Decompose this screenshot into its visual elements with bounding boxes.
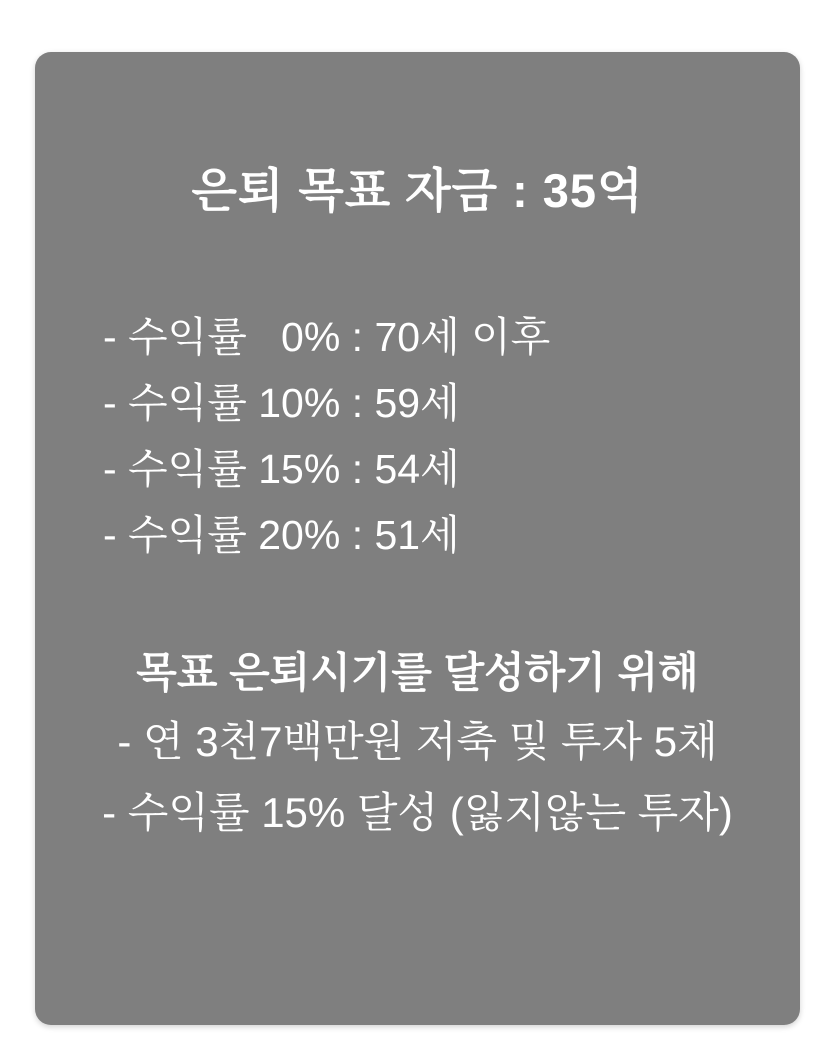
scenario-line-10pct: - 수익률 10% : 59세 bbox=[103, 380, 460, 426]
scenario-line-0pct: - 수익률 0% : 70세 이후 bbox=[103, 314, 551, 360]
plan-heading: 목표 은퇴시기를 달성하기 위해 bbox=[136, 649, 699, 696]
retirement-goal-card bbox=[35, 52, 800, 1025]
scenario-line-15pct: - 수익률 15% : 54세 bbox=[103, 446, 460, 492]
plan-item-savings: - 연 3천7백만원 저축 및 투자 5채 bbox=[117, 718, 718, 765]
retirement-goal-title: 은퇴 목표 자금 : 35억 bbox=[191, 164, 644, 217]
scenario-line-20pct: - 수익률 20% : 51세 bbox=[103, 512, 460, 558]
return-rate-scenario-list bbox=[35, 304, 800, 568]
plan-item-return-target: - 수익률 15% 달성 (잃지않는 투자) bbox=[102, 789, 733, 836]
